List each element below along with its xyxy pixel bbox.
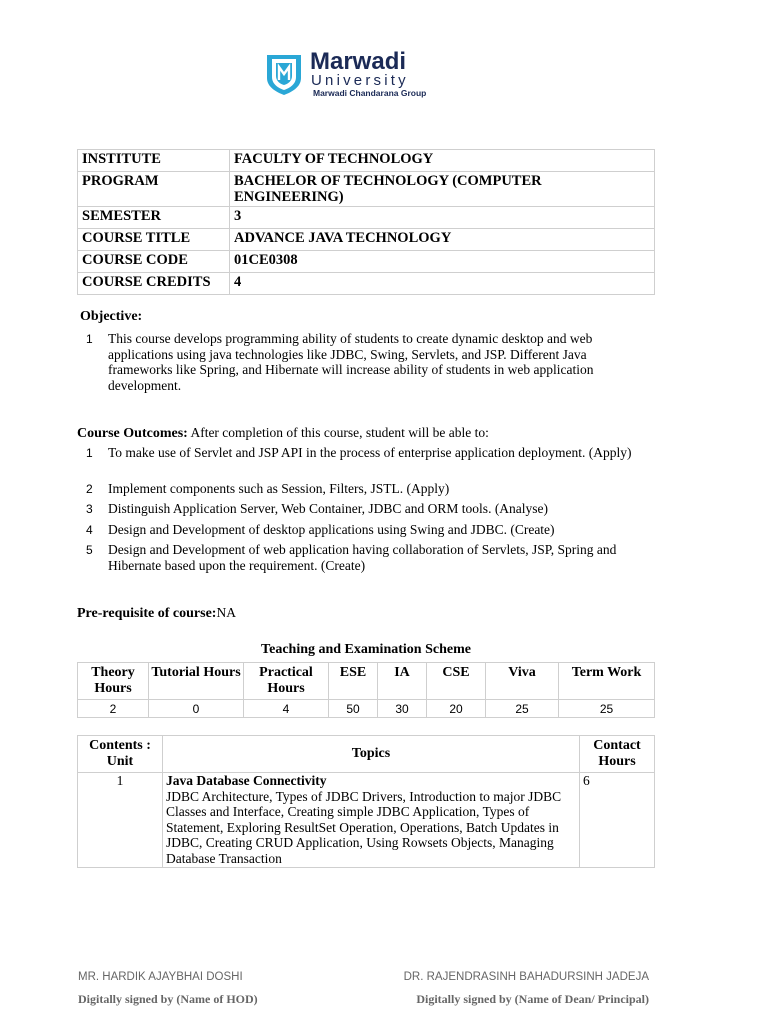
info-row (78, 251, 655, 273)
scheme-title: Teaching and Examination Scheme (261, 642, 471, 657)
topic-cell (163, 773, 580, 868)
contents-row (78, 773, 655, 868)
outcomes-heading: Course Outcomes: (77, 426, 188, 441)
hod-name: MR. HARDIK AJAYBHAI DOSHI (78, 971, 243, 983)
teaching-scheme-table (77, 662, 655, 718)
scheme-value: 50 (329, 700, 378, 718)
logo-subtitle: University (311, 72, 409, 89)
info-key: INSTITUTE (78, 150, 230, 172)
item-text: Implement components such as Session, Filters, JSTL. (Apply) (108, 481, 450, 496)
item-number: 5 (86, 543, 93, 557)
info-row (78, 172, 655, 207)
contact-hours: 6 (580, 773, 655, 868)
dean-signature-note: Digitally signed by (Name of Dean/ Principal) (416, 992, 649, 1006)
objective-heading: Objective: (80, 309, 143, 324)
scheme-value: 4 (244, 700, 329, 718)
info-row (78, 150, 655, 172)
topic-title: Java Database Connectivity (166, 773, 327, 788)
scheme-value: 2 (78, 700, 149, 718)
contents-header-unit: Contents : Unit (78, 736, 163, 773)
item-text: Distinguish Application Server, Web Container, JDBC and ORM tools. (Analyse) (108, 501, 549, 516)
prerequisite-label: Pre-requisite of course: (77, 606, 217, 621)
item-text: Design and Development of web application having collaboration of Servlets, JSP, Spring and Hibernate based upon the requirement. (Create) (108, 542, 617, 573)
shield-logo-icon (264, 52, 304, 96)
info-value: 01CE0308 (230, 251, 655, 273)
item-text: Design and Development of desktop applications using Swing and JDBC. (Create) (108, 522, 555, 537)
logo-group: Marwadi Chandarana Group (313, 88, 427, 98)
info-key: SEMESTER (78, 207, 230, 229)
outcomes-intro-line (77, 425, 489, 442)
topic-body: JDBC Architecture, Types of JDBC Drivers, Introduction to major JDBC Classes and Interface, Creating simple JDBC Application, Types of Statement, Exploring ResultSet Operation, Operations, Batch Updates in JDBC, Creating CRUD Application, Using Rowsets Objects, Managing Database Transaction (166, 788, 562, 866)
scheme-header: Term Work (559, 663, 655, 700)
logo-name: Marwadi (310, 48, 407, 75)
university-logo (264, 48, 454, 102)
info-value: FACULTY OF TECHNOLOGY (230, 150, 655, 172)
scheme-value: 0 (149, 700, 244, 718)
scheme-header: Tutorial Hours (149, 663, 244, 700)
prerequisite-value: NA (216, 605, 236, 620)
outcomes-intro: After completion of this course, student will be able to: (187, 425, 489, 440)
contents-header-hours: Contact Hours (580, 736, 655, 773)
scheme-header: CSE (427, 663, 486, 700)
item-text: This course develops programming ability of students to create dynamic desktop and web applications using java technologies like JDBC, Swing, Servlets, and JSP. Different Java frameworks like Spring, and Hibernate will increase ability of students in web application development. (108, 331, 594, 393)
prerequisite-line (77, 605, 236, 622)
scheme-header-row (78, 663, 655, 700)
course-info-table (77, 149, 655, 295)
dean-name: DR. RAJENDRASINH BAHADURSINH JADEJA (403, 971, 649, 983)
info-value: 4 (230, 273, 655, 295)
scheme-value: 20 (427, 700, 486, 718)
info-row (78, 207, 655, 229)
item-number: 1 (86, 332, 93, 346)
info-key: COURSE CODE (78, 251, 230, 273)
item-number: 2 (86, 482, 93, 496)
info-row (78, 273, 655, 295)
info-value: 3 (230, 207, 655, 229)
scheme-header: Viva (486, 663, 559, 700)
scheme-value: 25 (559, 700, 655, 718)
item-number: 3 (86, 502, 93, 516)
scheme-value: 30 (378, 700, 427, 718)
scheme-value: 25 (486, 700, 559, 718)
item-text: To make use of Servlet and JSP API in the process of enterprise application deployment. (Apply) (108, 445, 632, 460)
scheme-header: Theory Hours (78, 663, 149, 700)
item-number: 1 (86, 446, 93, 460)
scheme-header: IA (378, 663, 427, 700)
info-value: BACHELOR OF TECHNOLOGY (COMPUTER ENGINEERING) (230, 172, 655, 207)
info-key: COURSE CREDITS (78, 273, 230, 295)
scheme-header: ESE (329, 663, 378, 700)
contents-header-topics: Topics (163, 736, 580, 773)
contents-header-row (78, 736, 655, 773)
scheme-header: Practical Hours (244, 663, 329, 700)
unit-number: 1 (78, 773, 163, 868)
contents-table (77, 735, 655, 868)
info-key: COURSE TITLE (78, 229, 230, 251)
info-value: ADVANCE JAVA TECHNOLOGY (230, 229, 655, 251)
item-number: 4 (86, 523, 93, 537)
info-row (78, 229, 655, 251)
info-key: PROGRAM (78, 172, 230, 207)
scheme-value-row (78, 700, 655, 718)
hod-signature-note: Digitally signed by (Name of HOD) (78, 992, 258, 1006)
